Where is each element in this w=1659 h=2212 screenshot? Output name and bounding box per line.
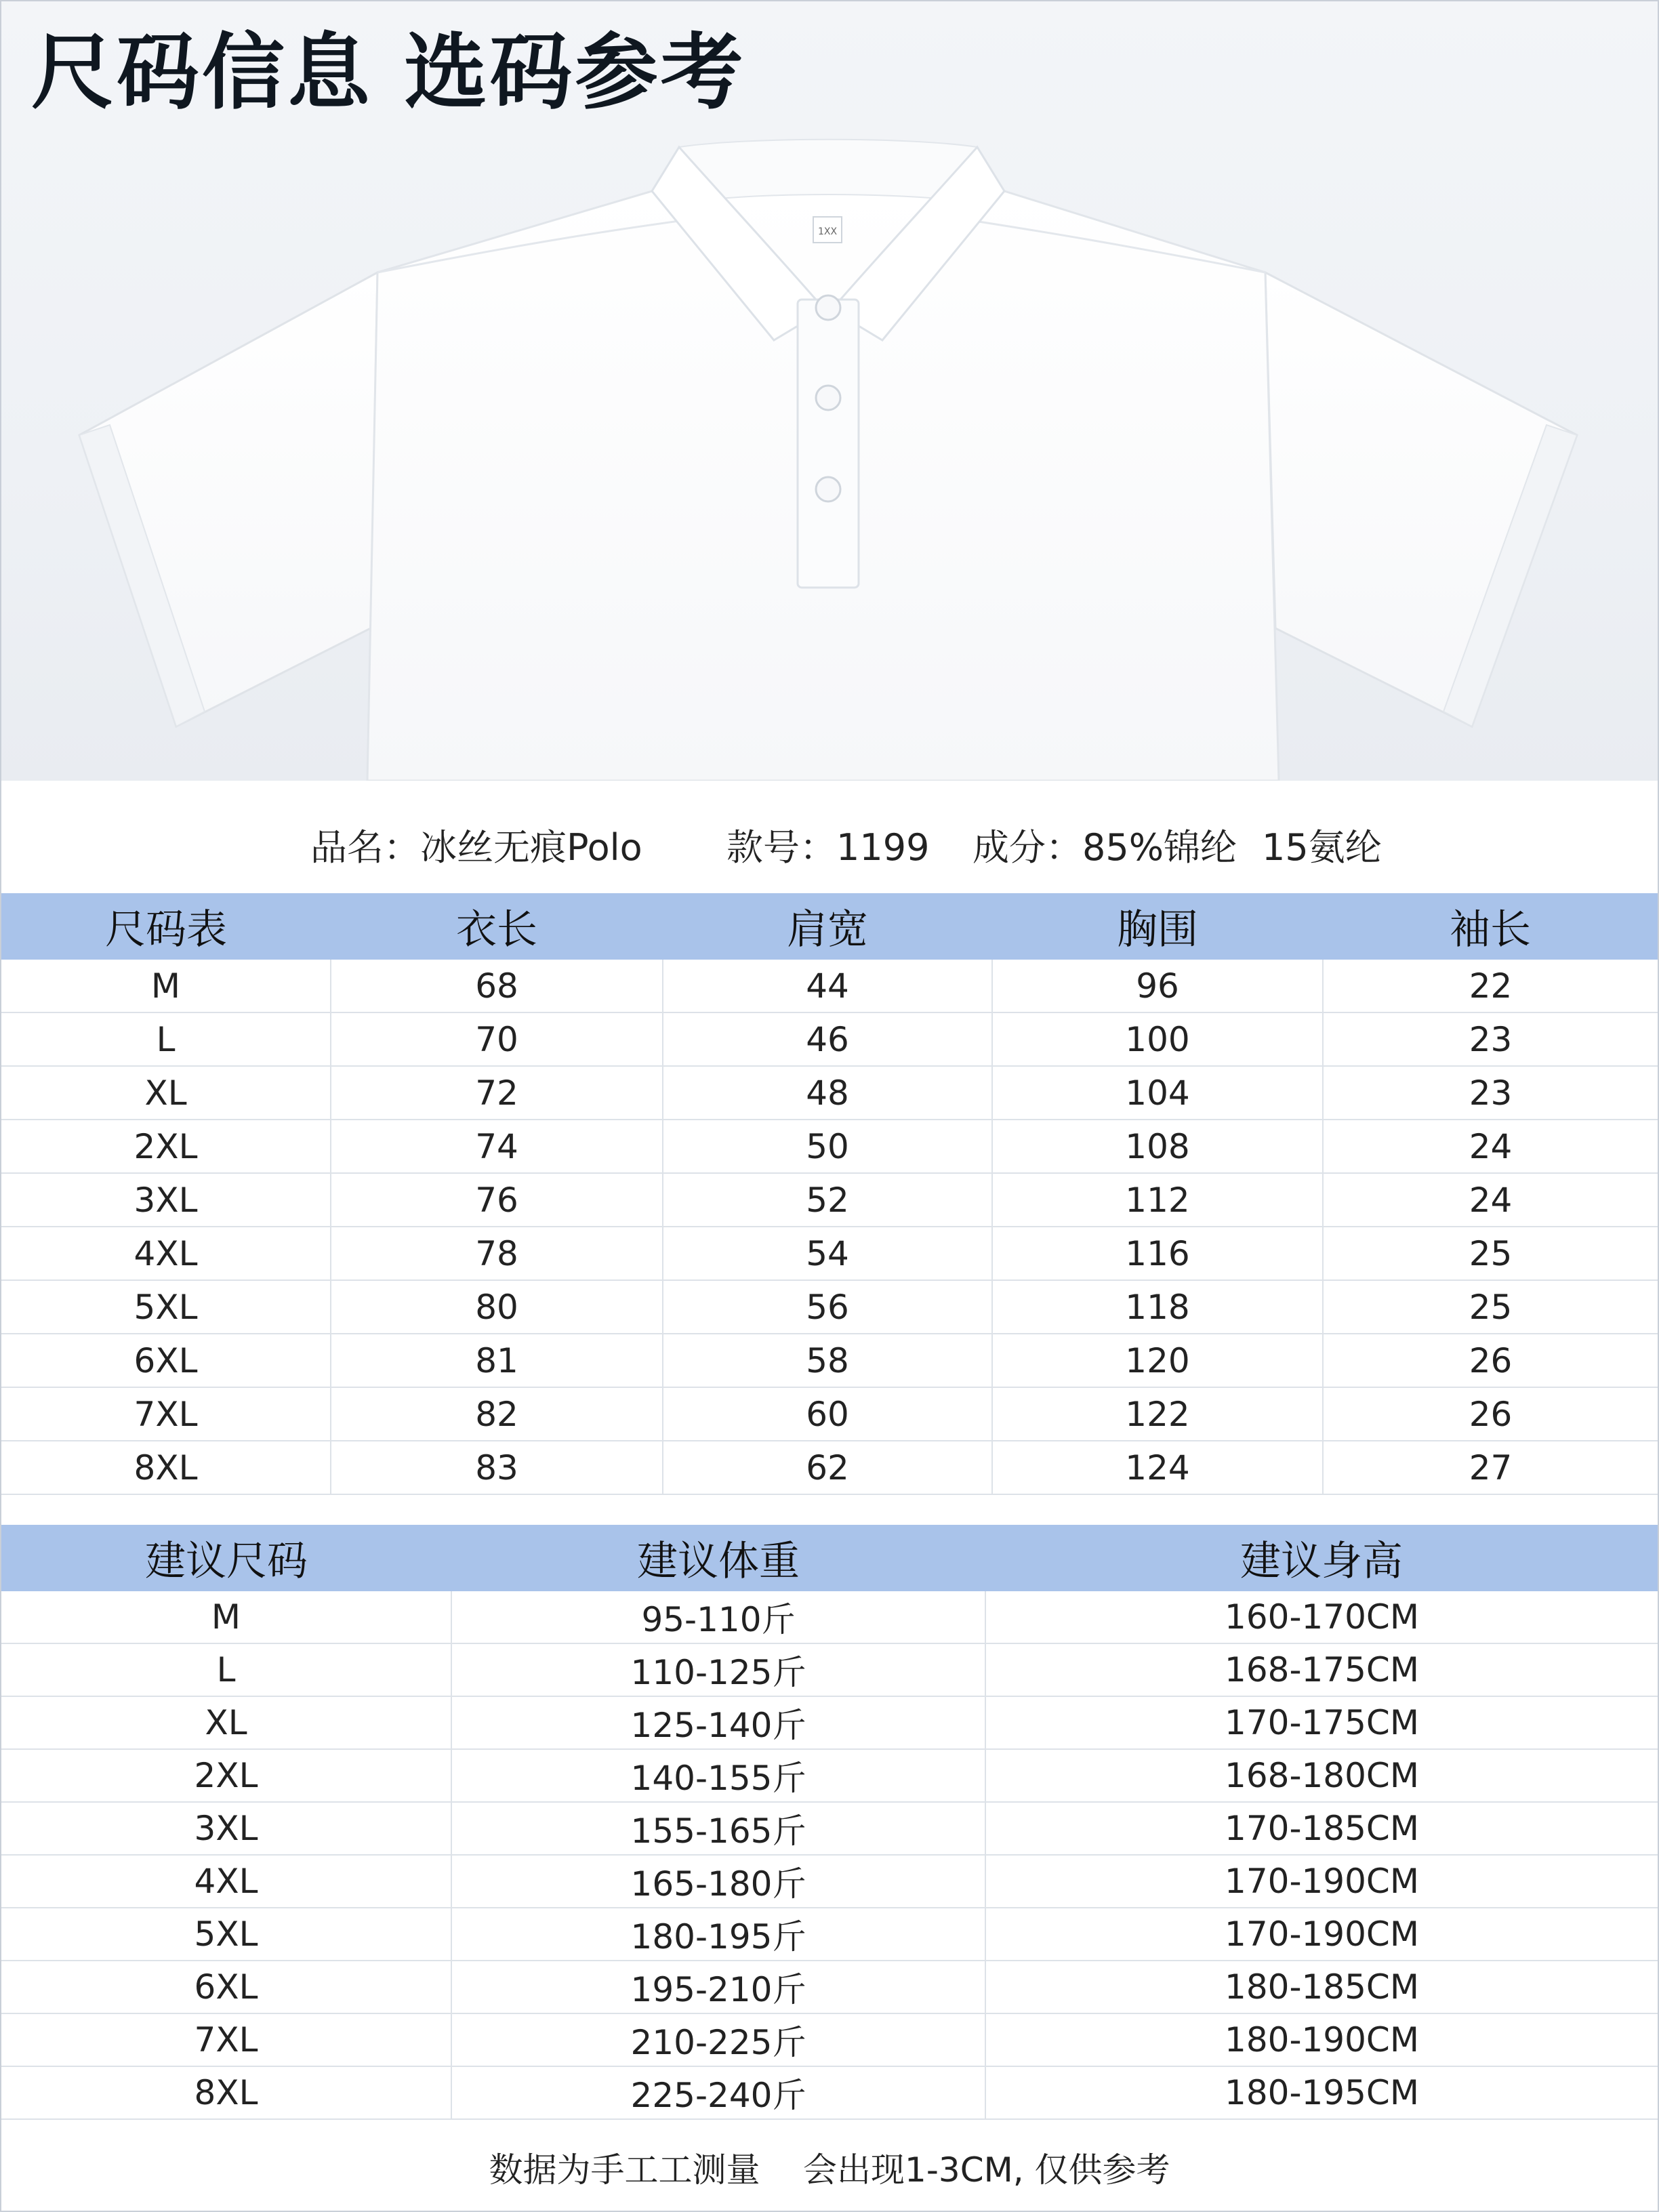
table-cell: 4XL xyxy=(1,1227,331,1280)
table-cell: 74 xyxy=(331,1120,663,1173)
table-cell: 7XL xyxy=(1,1387,331,1441)
button-1 xyxy=(816,295,840,320)
recommend-table-header xyxy=(1,1525,1658,1591)
size-table-body xyxy=(1,960,1658,1494)
table-cell: 60 xyxy=(663,1387,992,1441)
table-row xyxy=(1,1441,1658,1494)
table-cell: 26 xyxy=(1323,1387,1658,1441)
recommend-table-body xyxy=(1,1591,1658,2119)
product-name: 品名：冰丝无痕Polo xyxy=(310,826,642,869)
table-cell: 52 xyxy=(663,1173,992,1227)
table-cell: 23 xyxy=(1323,1066,1658,1120)
table-cell: 116 xyxy=(992,1227,1323,1280)
table-row xyxy=(1,2013,1658,2066)
table-cell: XL xyxy=(1,1066,331,1120)
table-cell: 76 xyxy=(331,1173,663,1227)
table-cell: 48 xyxy=(663,1066,992,1120)
table-cell: 96 xyxy=(992,960,1323,1012)
table-cell: 22 xyxy=(1323,960,1658,1012)
header-size: 尺码表 xyxy=(1,893,331,960)
table-cell: 104 xyxy=(992,1066,1323,1120)
table-cell: 108 xyxy=(992,1120,1323,1173)
table-cell: L xyxy=(1,1012,331,1066)
table-row xyxy=(1,1802,1658,1855)
table-cell: M xyxy=(1,960,331,1012)
table-cell: 8XL xyxy=(1,1441,331,1494)
size-table-header xyxy=(1,893,1658,960)
table-cell: 225-240斤 xyxy=(451,2066,985,2119)
header-length: 衣长 xyxy=(331,893,663,960)
table-row xyxy=(1,1643,1658,1696)
table-cell: 7XL xyxy=(1,2013,451,2066)
table-cell: 120 xyxy=(992,1334,1323,1387)
table-cell: L xyxy=(1,1643,451,1696)
table-cell: 170-185CM xyxy=(985,1802,1658,1855)
table-row xyxy=(1,1749,1658,1802)
header-sleeve: 袖长 xyxy=(1323,893,1658,960)
table-cell: 168-175CM xyxy=(985,1643,1658,1696)
table-cell: 72 xyxy=(331,1066,663,1120)
header-chest: 胸围 xyxy=(992,893,1323,960)
table-row xyxy=(1,1855,1658,1908)
table-cell: 170-175CM xyxy=(985,1696,1658,1749)
table-row xyxy=(1,1173,1658,1227)
table-cell: 140-155斤 xyxy=(451,1749,985,1802)
table-cell: 170-190CM xyxy=(985,1908,1658,1961)
table-cell: 155-165斤 xyxy=(451,1802,985,1855)
table-row xyxy=(1,1387,1658,1441)
table-cell: 25 xyxy=(1323,1227,1658,1280)
table-cell: 24 xyxy=(1323,1120,1658,1173)
table-cell: 6XL xyxy=(1,1961,451,2013)
table-cell: 24 xyxy=(1323,1173,1658,1227)
table-cell: 83 xyxy=(331,1441,663,1494)
table-cell: 118 xyxy=(992,1280,1323,1334)
table-cell: 124 xyxy=(992,1441,1323,1494)
table-row xyxy=(1,1227,1658,1280)
table-cell: 2XL xyxy=(1,1120,331,1173)
header-rec-height: 建议身高 xyxy=(985,1525,1658,1591)
table-cell: 46 xyxy=(663,1012,992,1066)
table-cell: 180-185CM xyxy=(985,1961,1658,2013)
table-cell: 122 xyxy=(992,1387,1323,1441)
product-hero xyxy=(1,1,1658,781)
table-cell: 5XL xyxy=(1,1280,331,1334)
size-table xyxy=(1,893,1658,1495)
table-row xyxy=(1,1120,1658,1173)
table-cell: M xyxy=(1,1591,451,1643)
table-cell: XL xyxy=(1,1696,451,1749)
table-cell: 165-180斤 xyxy=(451,1855,985,1908)
table-row xyxy=(1,1280,1658,1334)
table-cell: 70 xyxy=(331,1012,663,1066)
table-cell: 160-170CM xyxy=(985,1591,1658,1643)
product-spandex: 15氨纶 xyxy=(1262,826,1382,869)
product-composition: 成分：85%锦纶 xyxy=(972,826,1237,869)
table-cell: 62 xyxy=(663,1441,992,1494)
table-cell: 180-195斤 xyxy=(451,1908,985,1961)
table-cell: 68 xyxy=(331,960,663,1012)
table-row xyxy=(1,1066,1658,1120)
product-model: 款号：1199 xyxy=(726,826,930,869)
table-cell: 110-125斤 xyxy=(451,1643,985,1696)
table-row xyxy=(1,1908,1658,1961)
table-cell: 44 xyxy=(663,960,992,1012)
table-cell: 54 xyxy=(663,1227,992,1280)
table-cell: 58 xyxy=(663,1334,992,1387)
recommend-table xyxy=(1,1525,1658,2120)
table-row xyxy=(1,1591,1658,1643)
table-cell: 125-140斤 xyxy=(451,1696,985,1749)
header-rec-size: 建议尺码 xyxy=(1,1525,451,1591)
table-row xyxy=(1,2066,1658,2119)
button-2 xyxy=(816,386,840,410)
table-cell: 23 xyxy=(1323,1012,1658,1066)
table-cell: 6XL xyxy=(1,1334,331,1387)
table-cell: 112 xyxy=(992,1173,1323,1227)
table-cell: 3XL xyxy=(1,1802,451,1855)
header-shoulder: 肩宽 xyxy=(663,893,992,960)
table-cell: 50 xyxy=(663,1120,992,1173)
table-cell: 56 xyxy=(663,1280,992,1334)
table-cell: 100 xyxy=(992,1012,1323,1066)
table-cell: 5XL xyxy=(1,1908,451,1961)
table-row xyxy=(1,1696,1658,1749)
table-row xyxy=(1,960,1658,1012)
table-cell: 27 xyxy=(1323,1441,1658,1494)
table-cell: 195-210斤 xyxy=(451,1961,985,2013)
table-cell: 81 xyxy=(331,1334,663,1387)
table-cell: 4XL xyxy=(1,1855,451,1908)
table-cell: 170-190CM xyxy=(985,1855,1658,1908)
table-cell: 180-195CM xyxy=(985,2066,1658,2119)
table-cell: 210-225斤 xyxy=(451,2013,985,2066)
table-row xyxy=(1,1012,1658,1066)
button-3 xyxy=(816,477,840,501)
table-cell: 95-110斤 xyxy=(451,1591,985,1643)
table-cell: 3XL xyxy=(1,1173,331,1227)
neck-tag-label: 1XX xyxy=(817,226,838,237)
table-cell: 25 xyxy=(1323,1280,1658,1334)
table-cell: 180-190CM xyxy=(985,2013,1658,2066)
table-cell: 168-180CM xyxy=(985,1749,1658,1802)
table-cell: 8XL xyxy=(1,2066,451,2119)
header-rec-weight: 建议体重 xyxy=(451,1525,985,1591)
product-info xyxy=(0,806,1659,874)
table-cell: 2XL xyxy=(1,1749,451,1802)
footnote: 数据为手工工测量 会出现1-3CM, 仅供参考 xyxy=(489,2150,1170,2190)
table-cell: 26 xyxy=(1323,1334,1658,1387)
table-row xyxy=(1,1334,1658,1387)
page-title: 尺码信息 选码参考 xyxy=(31,24,746,121)
table-cell: 80 xyxy=(331,1280,663,1334)
table-row xyxy=(1,1961,1658,2013)
table-cell: 78 xyxy=(331,1227,663,1280)
table-cell: 82 xyxy=(331,1387,663,1441)
